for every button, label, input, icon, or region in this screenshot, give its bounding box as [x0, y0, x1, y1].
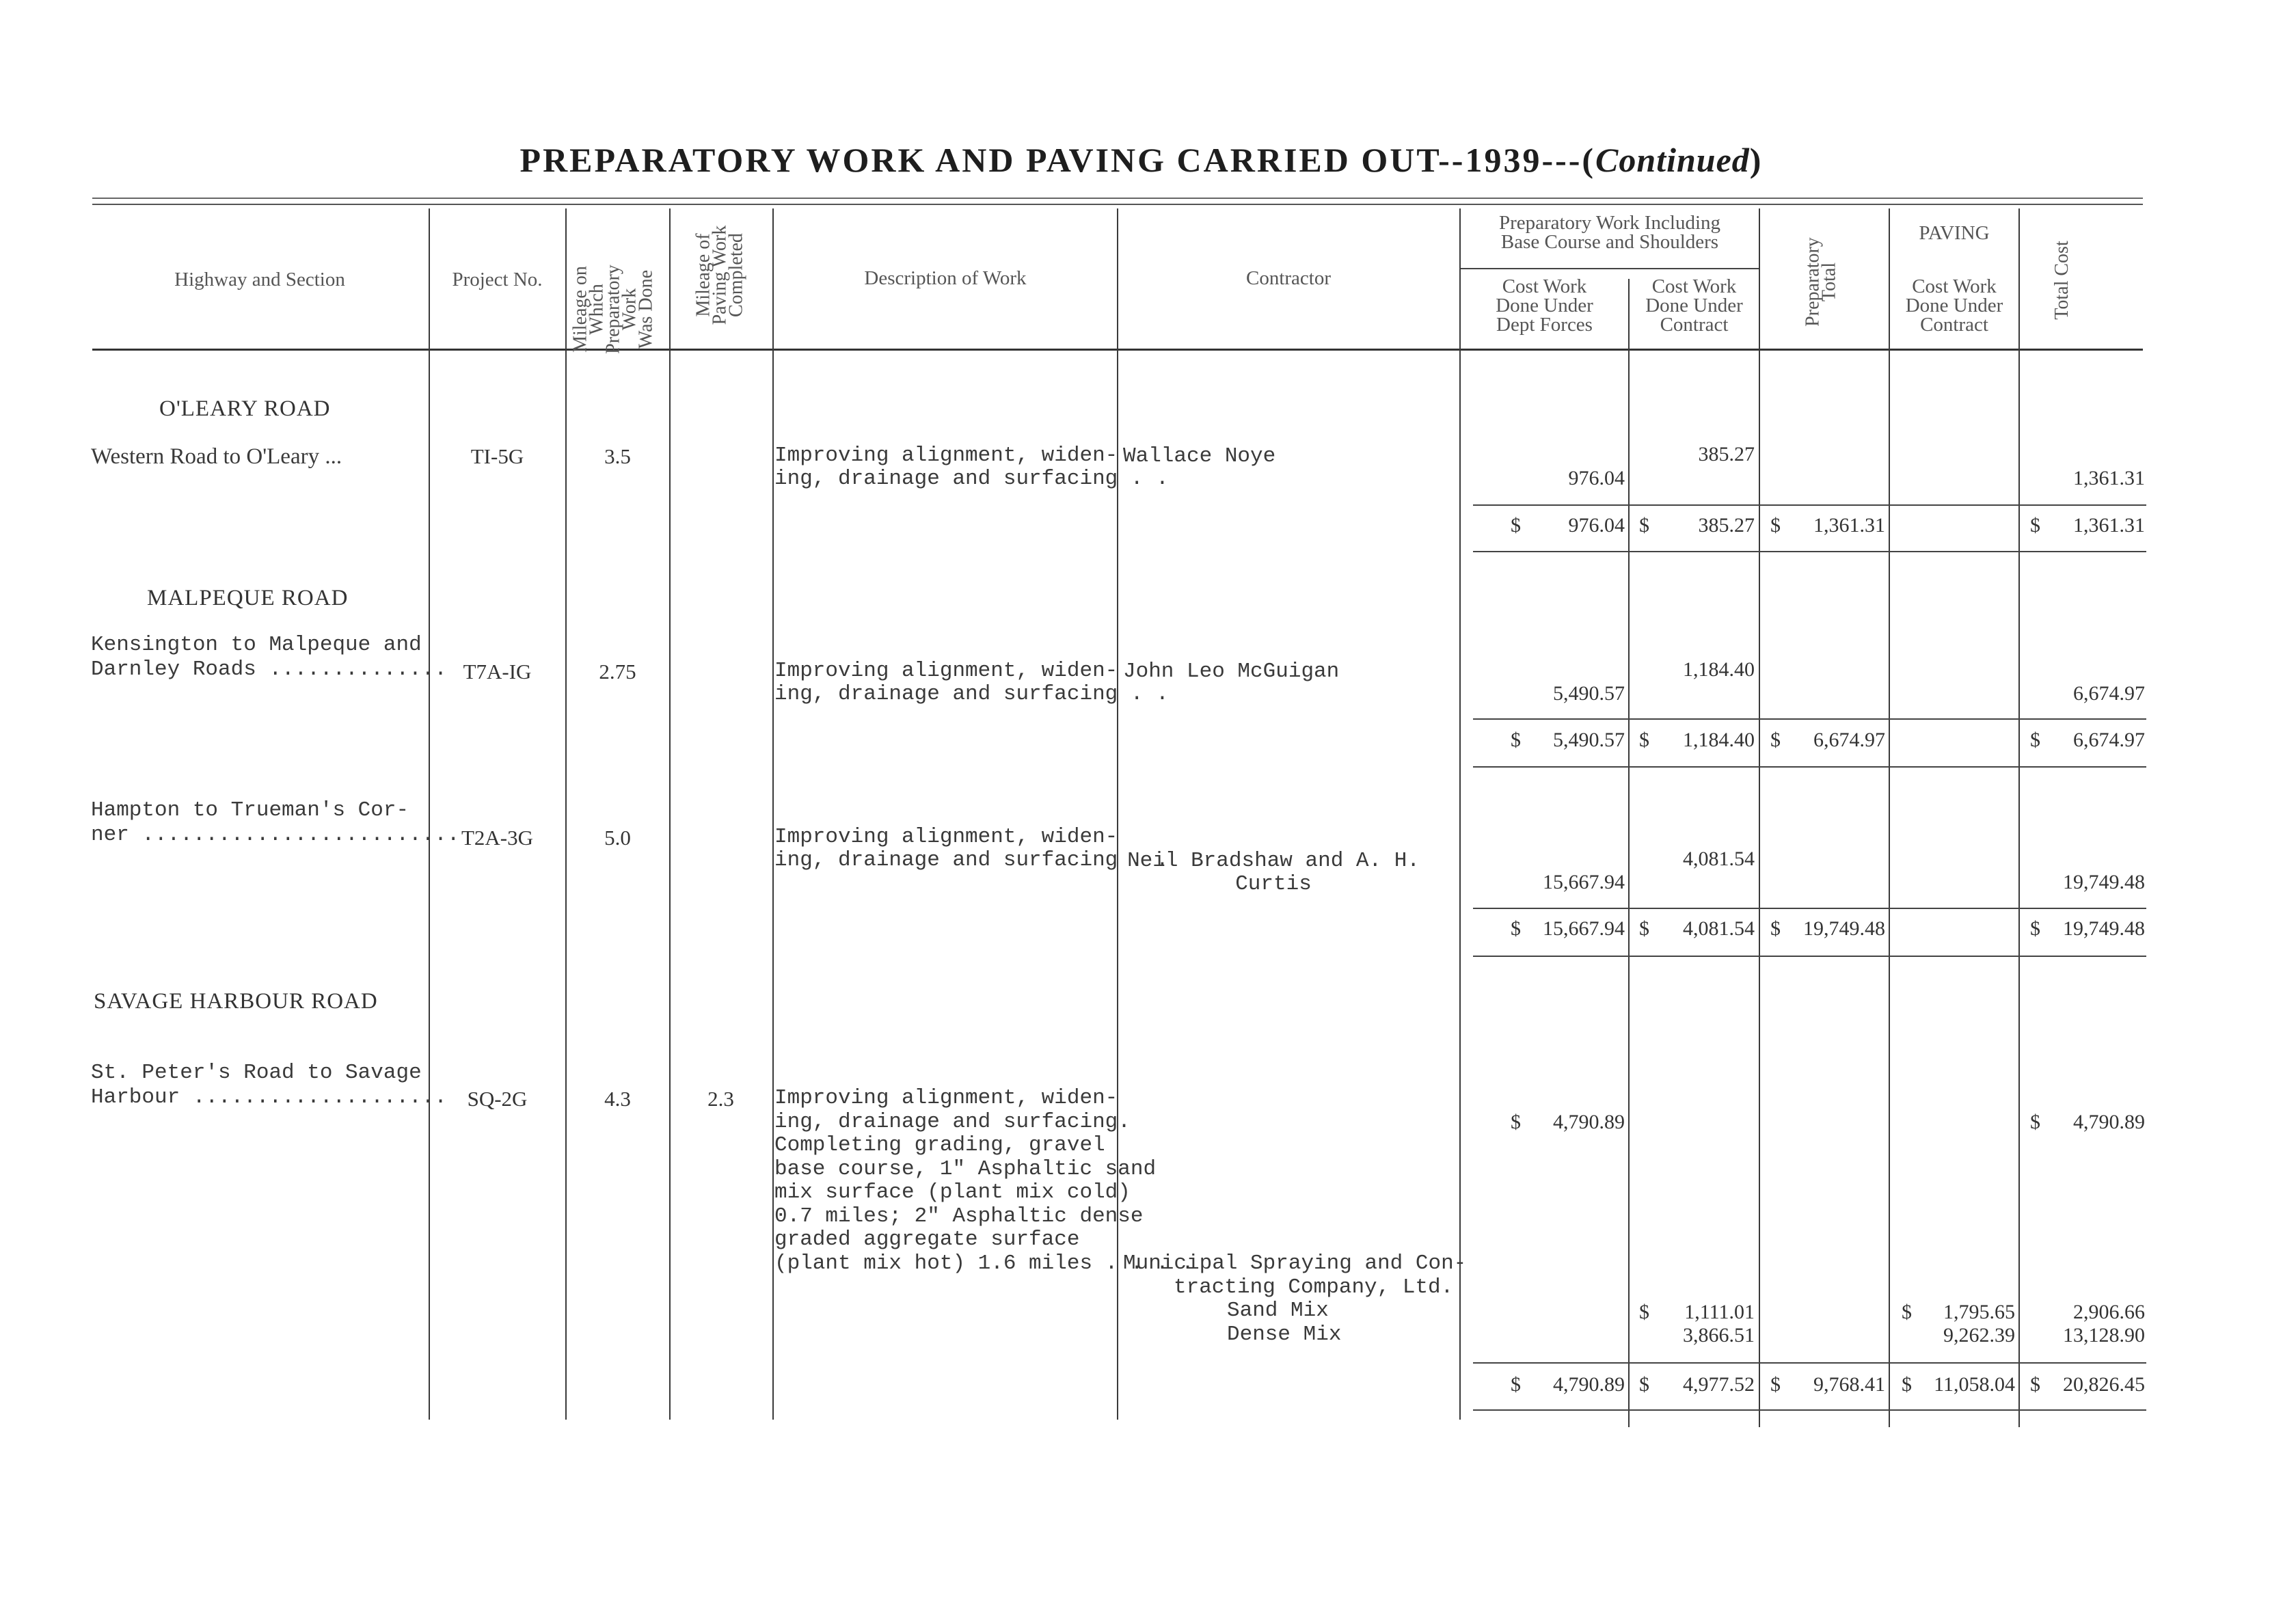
leader-dots: .................... — [192, 1085, 447, 1109]
malpeque-row2-highway — [91, 798, 460, 848]
header-line: Contract — [1660, 314, 1729, 336]
savage-dept: 4,790.89 — [1553, 1111, 1625, 1133]
malpeque-row2-contract: 4,081.54 — [1683, 848, 1755, 870]
savage-dense-contract: 3,866.51 — [1683, 1324, 1755, 1346]
highway-name: Western Road to O'Leary — [91, 444, 320, 469]
desc-line: base course, 1" Asphaltic sand — [774, 1156, 1157, 1181]
currency: $ — [1770, 514, 1781, 537]
desc-line: Improving alignment, widen- — [774, 1086, 1118, 1110]
highway-line: St. Peter's Road to Savage — [91, 1061, 422, 1085]
desc-line: Improving alignment, widen- — [774, 659, 1118, 683]
currency: $ — [2030, 1373, 2040, 1396]
section-savage-title: SAVAGE HARBOUR ROAD — [94, 989, 378, 1014]
desc-line: 0.7 miles; 2" Asphaltic dense — [774, 1204, 1144, 1228]
title-close: ) — [1749, 141, 1764, 179]
header-line: Done Under — [1496, 295, 1593, 316]
malpeque-row2-tot-total: 19,749.48 — [2063, 917, 2145, 940]
oleary-mileage: 3.5 — [604, 444, 631, 468]
desc-line: graded aggregate surface — [774, 1228, 1080, 1251]
oleary-tot-dept: 976.04 — [1568, 514, 1625, 537]
header-line: Mileage of — [692, 233, 714, 317]
malpeque-row1-total: 6,674.97 — [2073, 682, 2145, 705]
currency: $ — [1639, 1373, 1649, 1396]
header-line: Work — [619, 288, 640, 331]
malpeque-row2-total: 19,749.48 — [2063, 871, 2145, 893]
header-prep-total — [1802, 214, 1843, 351]
savage-paving-mileage: 2.3 — [707, 1087, 734, 1111]
oleary-dept: 976.04 — [1568, 467, 1625, 489]
malpeque-row2-tot-contract: 4,081.54 — [1683, 917, 1755, 940]
currency: $ — [1639, 917, 1649, 940]
contractor-line: Neil Bradshaw and A. H. — [1127, 849, 1420, 873]
title-continued: Continued — [1595, 141, 1750, 179]
header-line: Total Cost — [2051, 241, 2072, 320]
header-line: Which — [586, 284, 608, 335]
malpeque-row1-description — [774, 660, 1169, 706]
malpeque-row1-tot-total: 6,674.97 — [2073, 729, 2145, 751]
header-mileage-paving — [692, 193, 747, 357]
malpeque-row1-tot-contract: 1,184.40 — [1683, 729, 1755, 751]
savage-sand-total: 2,906.66 — [2073, 1301, 2145, 1323]
highway-line: Harbour — [91, 1085, 180, 1109]
currency: $ — [1511, 1111, 1521, 1133]
page-title — [0, 140, 2283, 180]
contractor-line: Sand Mix — [1227, 1299, 1329, 1323]
highway-line: Hampton to Trueman's Cor- — [91, 798, 409, 822]
desc-line: mix surface (plant mix cold) — [774, 1180, 1131, 1204]
malpeque-row2-project: T2A-3G — [461, 826, 534, 850]
header-line: Cost Work — [1502, 275, 1587, 297]
savage-tot-paving: 11,058.04 — [1934, 1373, 2015, 1396]
header-contractor: Contractor — [1245, 267, 1331, 289]
oleary-total-rule — [1473, 551, 2146, 552]
header-highway: Highway and Section — [174, 269, 345, 290]
header-line: Preparatory Work Including — [1498, 212, 1721, 234]
header-under-contract — [1630, 277, 1759, 334]
contractor-line: Dense Mix — [1227, 1322, 1342, 1346]
leader-dots: ... — [325, 444, 342, 469]
leader-dots: .............. — [269, 658, 447, 681]
title-main: PREPARATORY WORK AND PAVING CARRIED OUT--1939---( — [519, 141, 1596, 179]
currency: $ — [1902, 1301, 1912, 1323]
oleary-description — [774, 444, 1169, 491]
currency: $ — [1511, 917, 1521, 940]
savage-project: SQ-2G — [467, 1087, 528, 1111]
malpeque-row1-total-rule — [1473, 766, 2146, 768]
savage-tot-dept: 4,790.89 — [1553, 1373, 1625, 1396]
savage-total: 4,790.89 — [2073, 1111, 2145, 1133]
highway-line: Darnley Roads — [91, 658, 256, 681]
oleary-contract: 385.27 — [1698, 443, 1755, 465]
col-divider — [1759, 208, 1760, 1427]
header-project: Project No. — [452, 269, 543, 290]
col-divider — [565, 208, 567, 1420]
col-divider — [1889, 208, 1890, 1427]
desc-line: Completing grading, gravel — [774, 1133, 1105, 1157]
malpeque-row1-dept: 5,490.57 — [1553, 682, 1625, 705]
desc-line: ing, drainage and surfacing . . — [774, 682, 1169, 706]
oleary-total: 1,361.31 — [2073, 467, 2145, 489]
currency: $ — [2030, 917, 2040, 940]
header-line: Completed — [725, 233, 747, 317]
currency: $ — [1511, 514, 1521, 537]
malpeque-row1-contract: 1,184.40 — [1683, 658, 1755, 681]
header-line: Done Under — [1645, 295, 1743, 316]
currency: $ — [2030, 514, 2040, 537]
header-line: Base Course and Shoulders — [1500, 231, 1719, 253]
currency: $ — [1770, 917, 1781, 940]
contractor-line: tracting Company, Ltd. — [1174, 1275, 1454, 1299]
oleary-tot-total: 1,361.31 — [2073, 514, 2145, 537]
header-line: Paving Work — [709, 225, 731, 325]
oleary-tot-contract: 385.27 — [1698, 514, 1755, 537]
oleary-tot-prep: 1,361.31 — [1813, 514, 1885, 537]
header-description: Description of Work — [864, 267, 1027, 289]
section-malpeque-title: MALPEQUE ROAD — [147, 586, 349, 610]
malpeque-row2-mileage: 5.0 — [604, 826, 631, 850]
malpeque-row1-mileage: 2.75 — [599, 660, 636, 684]
malpeque-row1-highway — [91, 633, 447, 682]
currency: $ — [1511, 1373, 1521, 1396]
oleary-subtotal-rule — [1473, 504, 2146, 506]
malpeque-row2-tot-prep: 19,749.48 — [1803, 917, 1885, 940]
savage-tot-contract: 4,977.52 — [1683, 1373, 1755, 1396]
currency: $ — [1770, 729, 1781, 751]
malpeque-row2-subtotal-rule — [1473, 908, 2146, 909]
savage-sand-paving: 1,795.65 — [1943, 1301, 2015, 1323]
header-line: Total — [1818, 262, 1840, 302]
malpeque-row1-subtotal-rule — [1473, 718, 2146, 720]
savage-description — [774, 1087, 1194, 1275]
top-rule-2 — [92, 204, 2143, 205]
highway-line: ner — [91, 823, 129, 847]
desc-line: ing, drainage and surfacing. — [774, 1109, 1131, 1134]
header-line: Was Done — [635, 269, 657, 349]
section-oleary-title: O'LEARY ROAD — [159, 396, 331, 421]
malpeque-row2-description — [774, 826, 1169, 872]
malpeque-row2-contractor — [1123, 850, 1424, 896]
savage-dense-total: 13,128.90 — [2063, 1324, 2145, 1346]
col-divider — [2018, 208, 2020, 1427]
desc-line: Improving alignment, widen- — [774, 825, 1118, 849]
savage-highway — [91, 1061, 447, 1110]
savage-contractor — [1123, 1252, 1466, 1346]
header-line: Preparatory — [602, 265, 624, 354]
savage-sand-contract: 1,111.01 — [1684, 1301, 1755, 1323]
header-line: Contract — [1920, 314, 1988, 336]
malpeque-row2-total-rule — [1473, 956, 2146, 957]
header-paving: PAVING — [1919, 222, 1990, 244]
prep-group-rule — [1461, 268, 1759, 269]
oleary-project: TI-5G — [470, 444, 524, 468]
header-mileage-prep — [569, 228, 658, 392]
header-line: Done Under — [1905, 295, 2003, 316]
oleary-contractor: Wallace Noye — [1123, 444, 1276, 468]
currency: $ — [1902, 1373, 1912, 1396]
savage-dense-paving: 9,262.39 — [1943, 1324, 2015, 1346]
highway-line: Kensington to Malpeque and — [91, 633, 422, 657]
header-line: Cost Work — [1912, 275, 1997, 297]
header-dept-forces — [1461, 277, 1628, 334]
currency: $ — [1639, 1301, 1649, 1323]
header-line: Cost Work — [1651, 275, 1737, 297]
desc-line: ing, drainage and surfacing . . — [774, 848, 1169, 872]
malpeque-row1-project: T7A-IG — [463, 660, 532, 684]
malpeque-row2-dept: 15,667.94 — [1543, 871, 1625, 893]
savage-tot-prep: 9,768.41 — [1813, 1373, 1885, 1396]
currency: $ — [1770, 1373, 1781, 1396]
leader-dots: ......................... — [141, 823, 460, 847]
malpeque-row1-tot-prep: 6,674.97 — [1813, 729, 1885, 751]
savage-tot-total: 20,826.45 — [2063, 1373, 2145, 1396]
col-divider — [1459, 208, 1461, 1420]
desc-line: Improving alignment, widen- — [774, 444, 1118, 468]
malpeque-row1-tot-dept: 5,490.57 — [1553, 729, 1625, 751]
header-total-cost — [2051, 212, 2075, 349]
header-line: Mileage on — [569, 266, 591, 353]
currency: $ — [2030, 729, 2040, 751]
header-prep-group — [1461, 213, 1759, 252]
savage-total-rule — [1473, 1409, 2146, 1411]
contractor-line: Municipal Spraying and Con- — [1123, 1251, 1467, 1275]
desc-line: ing, drainage and surfacing . . — [774, 467, 1169, 491]
currency: $ — [2030, 1111, 2040, 1133]
oleary-highway — [91, 444, 342, 470]
col-divider — [669, 208, 671, 1420]
contractor-line: Curtis — [1235, 872, 1312, 896]
currency: $ — [1639, 729, 1649, 751]
currency: $ — [1639, 514, 1649, 537]
savage-subtotal-rule — [1473, 1362, 2146, 1364]
desc-line: (plant mix hot) 1.6 miles . . . . — [774, 1251, 1194, 1275]
currency: $ — [1511, 729, 1521, 751]
top-rule — [92, 198, 2143, 199]
header-paving-contract — [1890, 277, 2018, 334]
header-line: Dept Forces — [1496, 314, 1593, 336]
malpeque-row2-tot-dept: 15,667.94 — [1543, 917, 1625, 940]
malpeque-row1-contractor: John Leo McGuigan — [1123, 660, 1340, 684]
col-divider — [772, 208, 774, 1420]
savage-mileage: 4.3 — [604, 1087, 631, 1111]
header-line: Preparatory — [1802, 237, 1824, 327]
